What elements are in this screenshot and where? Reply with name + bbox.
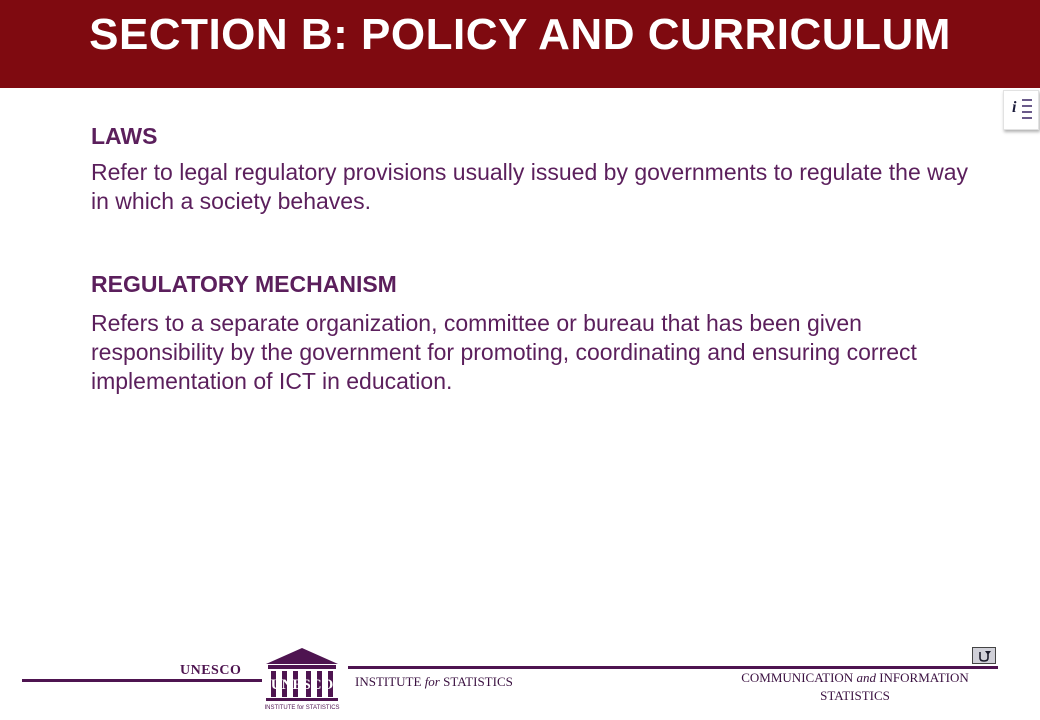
menu-lines-icon <box>1022 99 1032 123</box>
footer-communication-label: COMMUNICATION and INFORMATION STATISTICS <box>741 670 969 704</box>
section-heading-regulatory: REGULATORY MECHANISM <box>91 271 397 297</box>
footer-institute-label: INSTITUTE for STATISTICS <box>355 674 513 689</box>
page-title: SECTION B: POLICY AND CURRICULUM <box>89 10 951 59</box>
section-body-regulatory: Refers to a separate organization, committee or bureau that has been given responsibility by the government for promoting, coordinating and ensuring correct implementation of ICT in education. <box>91 310 917 394</box>
logo-caption: INSTITUTE for STATISTICS <box>264 705 340 711</box>
footer-unesco-label: UNESCO <box>180 663 242 678</box>
unesco-logo <box>262 644 342 714</box>
section-body-laws: Refer to legal regulatory provisions usually issued by governments to regulate the way in which a society behaves. <box>91 159 969 214</box>
logo-text: UNESCO <box>270 677 334 693</box>
return-button[interactable] <box>972 647 996 664</box>
info-button[interactable] <box>1003 90 1039 130</box>
section-heading-laws: LAWS <box>91 123 158 149</box>
footer-divider-left <box>22 679 262 682</box>
return-arrow-icon <box>977 649 991 662</box>
header-bar <box>0 0 1040 88</box>
info-menu-icon: i <box>1012 99 1017 116</box>
